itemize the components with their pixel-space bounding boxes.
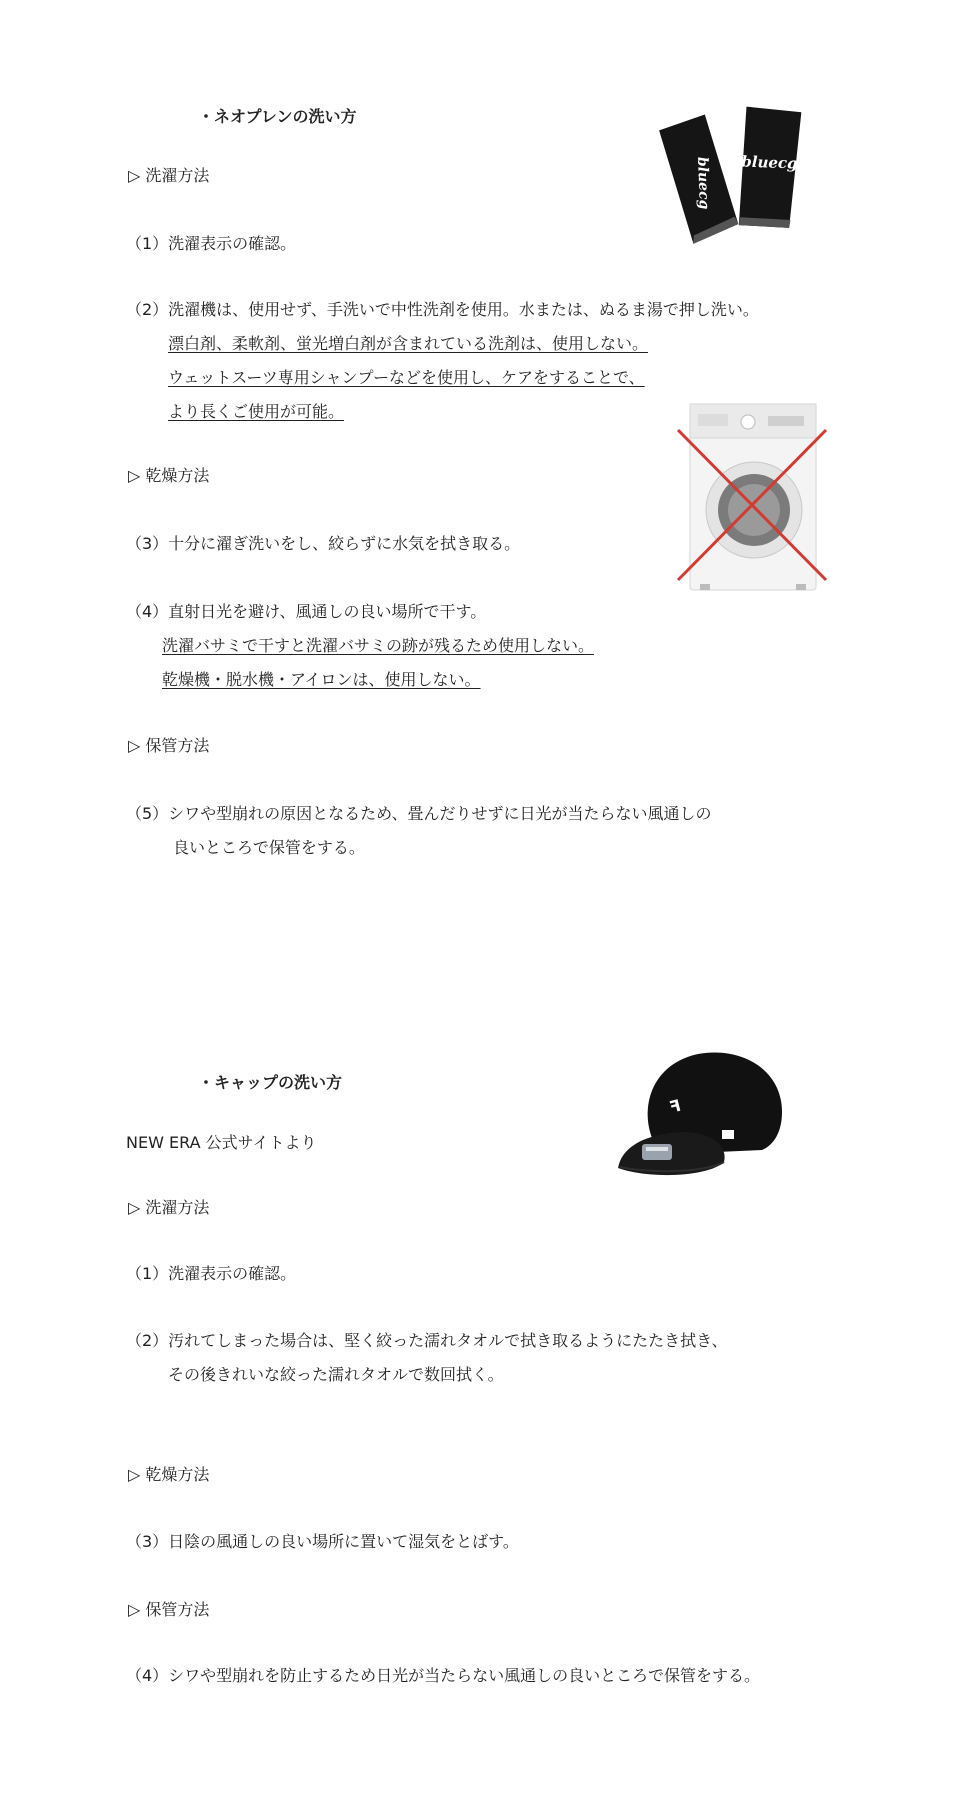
sleeve-right [726, 104, 809, 234]
neoprene-washing-heading: ▷ 洗濯方法 [128, 166, 210, 185]
cap-drying-heading: ▷ 乾燥方法 [128, 1465, 210, 1484]
neoprene-drying-heading: ▷ 乾燥方法 [128, 466, 210, 485]
cap-step-2: （2）汚れてしまった場合は、堅く絞った濡れタオルで拭き取るようにたたき拭き、 [126, 1331, 728, 1350]
cap-step-4: （4）シワや型崩れを防止するため日光が当たらない風通しの良いところで保管をする。 [126, 1666, 761, 1685]
cap-title: ・キャップの洗い方 [198, 1073, 343, 1092]
sleeve-logo-left: bluecg [694, 156, 712, 210]
neoprene-step-5-continued: 良いところで保管をする。 [173, 838, 365, 857]
sleeve-logo-right: bluecg [741, 152, 798, 173]
cap-image [612, 1046, 792, 1186]
cap-side-flag [722, 1130, 734, 1139]
neoprene-step-2: （2）洗濯機は、使用せず、手洗いで中性洗剤を使用。水または、ぬるま湯で押し洗い。 [126, 300, 759, 319]
neoprene-step-2-note-2: ウェットスーツ専用シャンプーなどを使用し、ケアをすることで、 [168, 368, 645, 387]
washing-machine-prohibited-image [670, 398, 830, 598]
neoprene-step-2-note-1: 漂白剤、柔軟剤、蛍光増白剤が含まれている洗剤は、使用しない。 [168, 334, 649, 353]
cap-front-logo: ꟻ [667, 1095, 683, 1117]
neoprene-storage-heading: ▷ 保管方法 [128, 736, 210, 755]
cap-step-2-continued: その後きれいな絞った濡れタオルで数回拭く。 [168, 1365, 504, 1384]
cap-sticker [642, 1144, 672, 1160]
neoprene-step-3: （3）十分に濯ぎ洗いをし、絞らずに水気を拭き取る。 [126, 534, 521, 553]
neoprene-sleeves-image [640, 104, 820, 254]
neoprene-step-1: （1）洗濯表示の確認。 [126, 234, 297, 253]
cap-storage-heading: ▷ 保管方法 [128, 1600, 210, 1619]
cap-step-3: （3）日陰の風通しの良い場所に置いて湿気をとばす。 [126, 1532, 519, 1551]
sleeve-left [658, 112, 741, 245]
neoprene-step-5: （5）シワや型崩れの原因となるため、畳んだりせずに日光が当たらない風通しの [126, 804, 712, 823]
neoprene-step-4: （4）直射日光を避け、風通しの良い場所で干す。 [126, 602, 487, 621]
neoprene-step-4-note-2: 乾燥機・脱水機・アイロンは、使用しない。 [162, 670, 481, 689]
neoprene-step-2-note-3: より長くご使用が可能。 [168, 402, 345, 421]
cap-step-1: （1）洗濯表示の確認。 [126, 1264, 297, 1283]
cap-washing-heading: ▷ 洗濯方法 [128, 1198, 210, 1217]
neoprene-step-4-note-1: 洗濯バサミで干すと洗濯バサミの跡が残るため使用しない。 [162, 636, 595, 655]
cap-source: NEW ERA 公式サイトより [126, 1133, 317, 1152]
neoprene-title: ・ネオプレンの洗い方 [198, 107, 357, 126]
